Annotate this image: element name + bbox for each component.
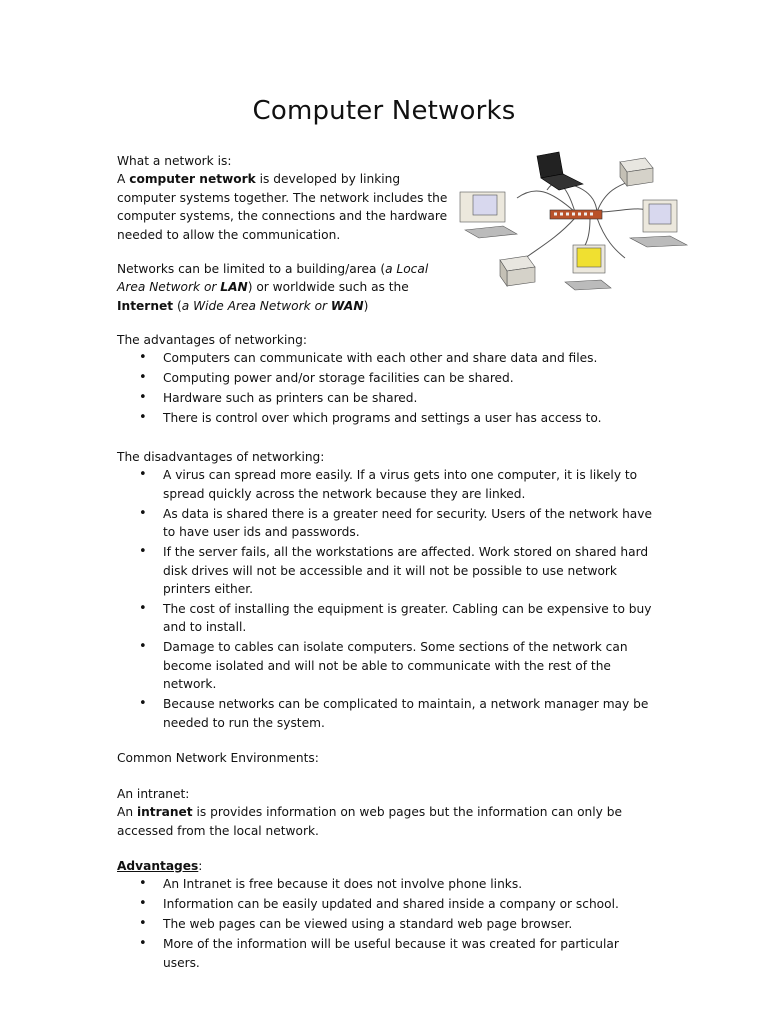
intro-term: computer network bbox=[129, 172, 256, 187]
intro-section bbox=[117, 152, 457, 244]
intro-text-b: is developed by linking computer systems together. The network includes the computer systems, the connections and the hardware needed to allow the communication. bbox=[117, 172, 448, 242]
scope-italic-1: a Local Area Network or bbox=[117, 262, 429, 295]
printer-icon bbox=[500, 256, 535, 286]
laptop-icon bbox=[537, 152, 583, 190]
intranet-text-b: is provides information on web pages but the information can only be accessed from the local network. bbox=[117, 805, 622, 838]
disadvantages-heading: The disadvantages of networking: bbox=[117, 450, 325, 464]
scope-wan: WAN bbox=[330, 298, 364, 313]
list-item: • Because networks can be complicated to maintain, a network manager may be needed to run the system. bbox=[117, 695, 657, 732]
advantages-section bbox=[117, 331, 657, 429]
advantages-list bbox=[117, 349, 657, 427]
workstation-icon bbox=[630, 200, 687, 247]
list-item: • As data is shared there is a greater need for security. Users of the network have to have user ids and passwords. bbox=[117, 505, 657, 542]
intranet-advantages-heading bbox=[117, 857, 657, 875]
list-item: • A virus can spread more easily. If a virus gets into one computer, it is likely to spread quickly across the network because they are linked. bbox=[117, 466, 657, 503]
list-item: • The web pages can be viewed using a standard web page browser. bbox=[117, 915, 657, 933]
workstation-icon bbox=[460, 192, 517, 238]
intranet-text-a: An bbox=[117, 805, 137, 820]
advantages-heading: The advantages of networking: bbox=[117, 333, 307, 347]
list-item: • If the server fails, all the workstations are affected. Work stored on shared hard disk drives will not be accessible and it will not be possible to use network printers either. bbox=[117, 543, 657, 598]
intranet-term: intranet bbox=[136, 805, 193, 820]
intranet-section bbox=[117, 785, 657, 840]
advantages-colon: : bbox=[198, 859, 203, 873]
list-item: • More of the information will be useful because it was created for particular users. bbox=[117, 935, 657, 972]
list-item: • Computers can communicate with each other and share data and files. bbox=[117, 349, 657, 367]
intranet-paragraph bbox=[117, 803, 657, 840]
disadvantages-list bbox=[117, 466, 657, 732]
list-item: • There is control over which programs and settings a user has access to. bbox=[117, 409, 657, 427]
list-item: • An Intranet is free because it does not involve phone links. bbox=[117, 875, 657, 893]
intranet-advantages-list bbox=[117, 875, 657, 972]
list-item: • Information can be easily updated and shared inside a company or school. bbox=[117, 895, 657, 913]
intro-paragraph bbox=[117, 170, 457, 244]
page-title: Computer Networks bbox=[252, 96, 516, 126]
scope-paragraph bbox=[117, 260, 457, 315]
intranet-advantages-section bbox=[117, 857, 657, 974]
list-item: • Damage to cables can isolate computers. Some sections of the network can become isolated and will not be able to communicate with the rest of the network. bbox=[117, 638, 657, 693]
scope-text-4: ) bbox=[363, 298, 369, 313]
scope-lan: LAN bbox=[220, 280, 248, 295]
advantages-label: Advantages bbox=[117, 859, 199, 873]
intranet-heading: An intranet: bbox=[117, 787, 190, 801]
network-diagram-illustration bbox=[455, 150, 700, 300]
list-item: • The cost of installing the equipment is greater. Cabling can be expensive to buy and to install. bbox=[117, 600, 657, 637]
scope-italic-2: a Wide Area Network or bbox=[181, 298, 331, 313]
scope-internet: Internet bbox=[117, 298, 174, 313]
scope-text-2: ) or worldwide such as the bbox=[247, 280, 409, 295]
intro-heading: What a network is: bbox=[117, 154, 232, 168]
list-item: • Computing power and/or storage facilities can be shared. bbox=[117, 369, 657, 387]
workstation-icon bbox=[565, 245, 611, 290]
intro-text-a: A bbox=[117, 172, 130, 187]
environments-heading: Common Network Environments: bbox=[117, 751, 319, 765]
disadvantages-section bbox=[117, 448, 657, 734]
printer-icon bbox=[620, 158, 653, 186]
list-item: • Hardware such as printers can be shared. bbox=[117, 389, 657, 407]
scope-text-3: ( bbox=[173, 298, 182, 313]
scope-text-1: Networks can be limited to a building/area ( bbox=[117, 262, 386, 276]
hub-icon bbox=[550, 210, 602, 219]
